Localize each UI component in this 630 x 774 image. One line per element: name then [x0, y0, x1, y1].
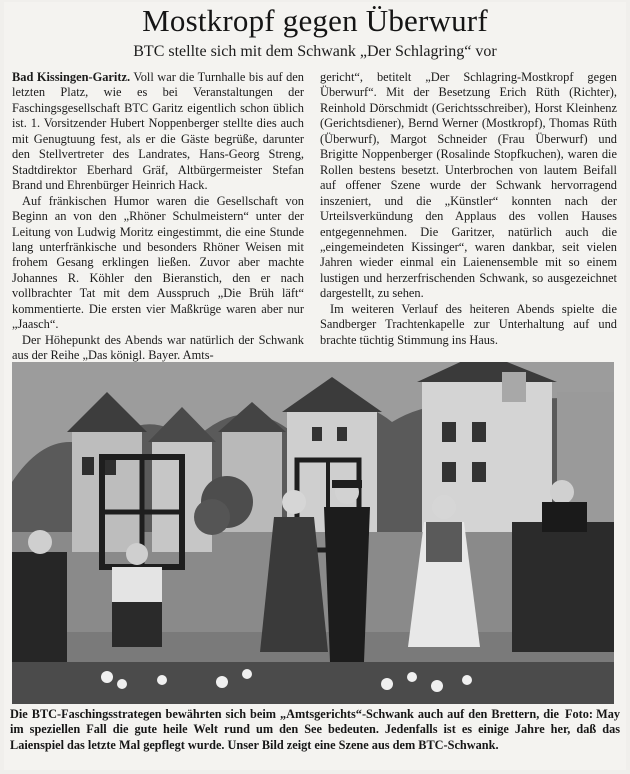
article-column-left: [12, 70, 304, 364]
caption-text: Die BTC-Faschingsstrategen bewährten sich beim „Amtsgerichts“-Schwank auch auf den Brettern, die im speziellen Fall die gute heile Welt rund um den See bedeuten. Jedenfalls ist es einige Jahre her, daß das Laienspiel das letzte Mal gepflegt wurde. Unser Bild zeigt eine Szene aus dem BTC-Schwank.: [10, 707, 620, 752]
article-paragraph: Der Höhepunkt des Abends war natürlich der Schwank aus der Reihe „Das königl. Bayer. Amts-: [12, 332, 304, 363]
article-headline: Mostkropf gegen Überwurf: [142, 3, 488, 38]
article-paragraph: gericht“, betitelt „Der Schlagring-Mostkropf gegen Überwurf“. Mit der Besetzung Erich Rüth (Richter), Reinhold Dörschmidt (Gerichtsschreiber), Horst Kleinhenz (Gerichtsdiener), Bernd Werner (Mostkropf), Thomas Rüth (Überwurf), Margot Schneider (Frau Überwurf) und Brigitte Noppenberger (Rosalinde Stopfkuchen), waren die Rollen bestens besetzt. Unterbrochen von lautem Beifall auf offener Szene wurde der Schwank hervorragend inszeniert, und die „Künstler“ konnten nach der Urteilsverkündung den Applaus des vollen Hauses entgegennehmen. Die Garitzer, natürlich auch die „eingemeindeten Kissinger“, waren dankbar, seit vielen Jahren wieder einmal ein Laienensemble mit so einem lustigen und herzerfrischenden Schwank, so ausgezeichnet dargestellt, zu sehen.: [320, 70, 617, 301]
paragraph-text: Voll war die Turnhalle bis auf den letzten Platz, wie es bei Veranstaltungen der Faschingsgesellschaft BTC Garitz eigentlich schon üblich ist. 1. Vorsitzender Hubert Noppenberger stellte dies auch mit Genugtuung fest, als er die Gäste begrüße, darunter den Stellvertreter des Landrates, Hans-Georg Streng, Stadtdirektor Eberhard Gräf, Altbürgermeister Stefan Brand und Ehrenbürger Heinrich Hack.: [12, 70, 304, 193]
stage-scene-photo: [12, 362, 614, 704]
photo-credit: Foto: May: [565, 707, 620, 721]
article-column-right: [320, 70, 617, 348]
article-paragraph: Im weiteren Verlauf des heiteren Abends spielte die Sandberger Trachtenkapelle zur Unterhaltung auf und brachte tüchtig Stimmung ins Haus.: [320, 301, 617, 347]
article-paragraph: [12, 70, 304, 194]
article-subheadline: BTC stellte sich mit dem Schwank „Der Schlagring“ vor: [133, 43, 497, 60]
article-paragraph: Auf fränkischen Humor waren die Gesellschaft von Beginn an von den „Rhöner Schulmeistern“ unter der Leitung von Ludwig Moritz eingestimmt, die eine Stunde lang unterfränkische und besonders Rhöner Weisen mit frohem Gesang erklingen ließen. Zuvor aber machte Johannes R. Köhler den Bieranstich, den er nach vollbrachter Tat mit dem Ausspruch „Die Brüh läft“ kommentierte. Die ersten vier Maßkrüge waren aber nur „Jaasch“.: [12, 193, 304, 332]
dateline: Bad Kissingen-Garitz.: [12, 70, 131, 84]
photo-caption: [10, 707, 620, 753]
